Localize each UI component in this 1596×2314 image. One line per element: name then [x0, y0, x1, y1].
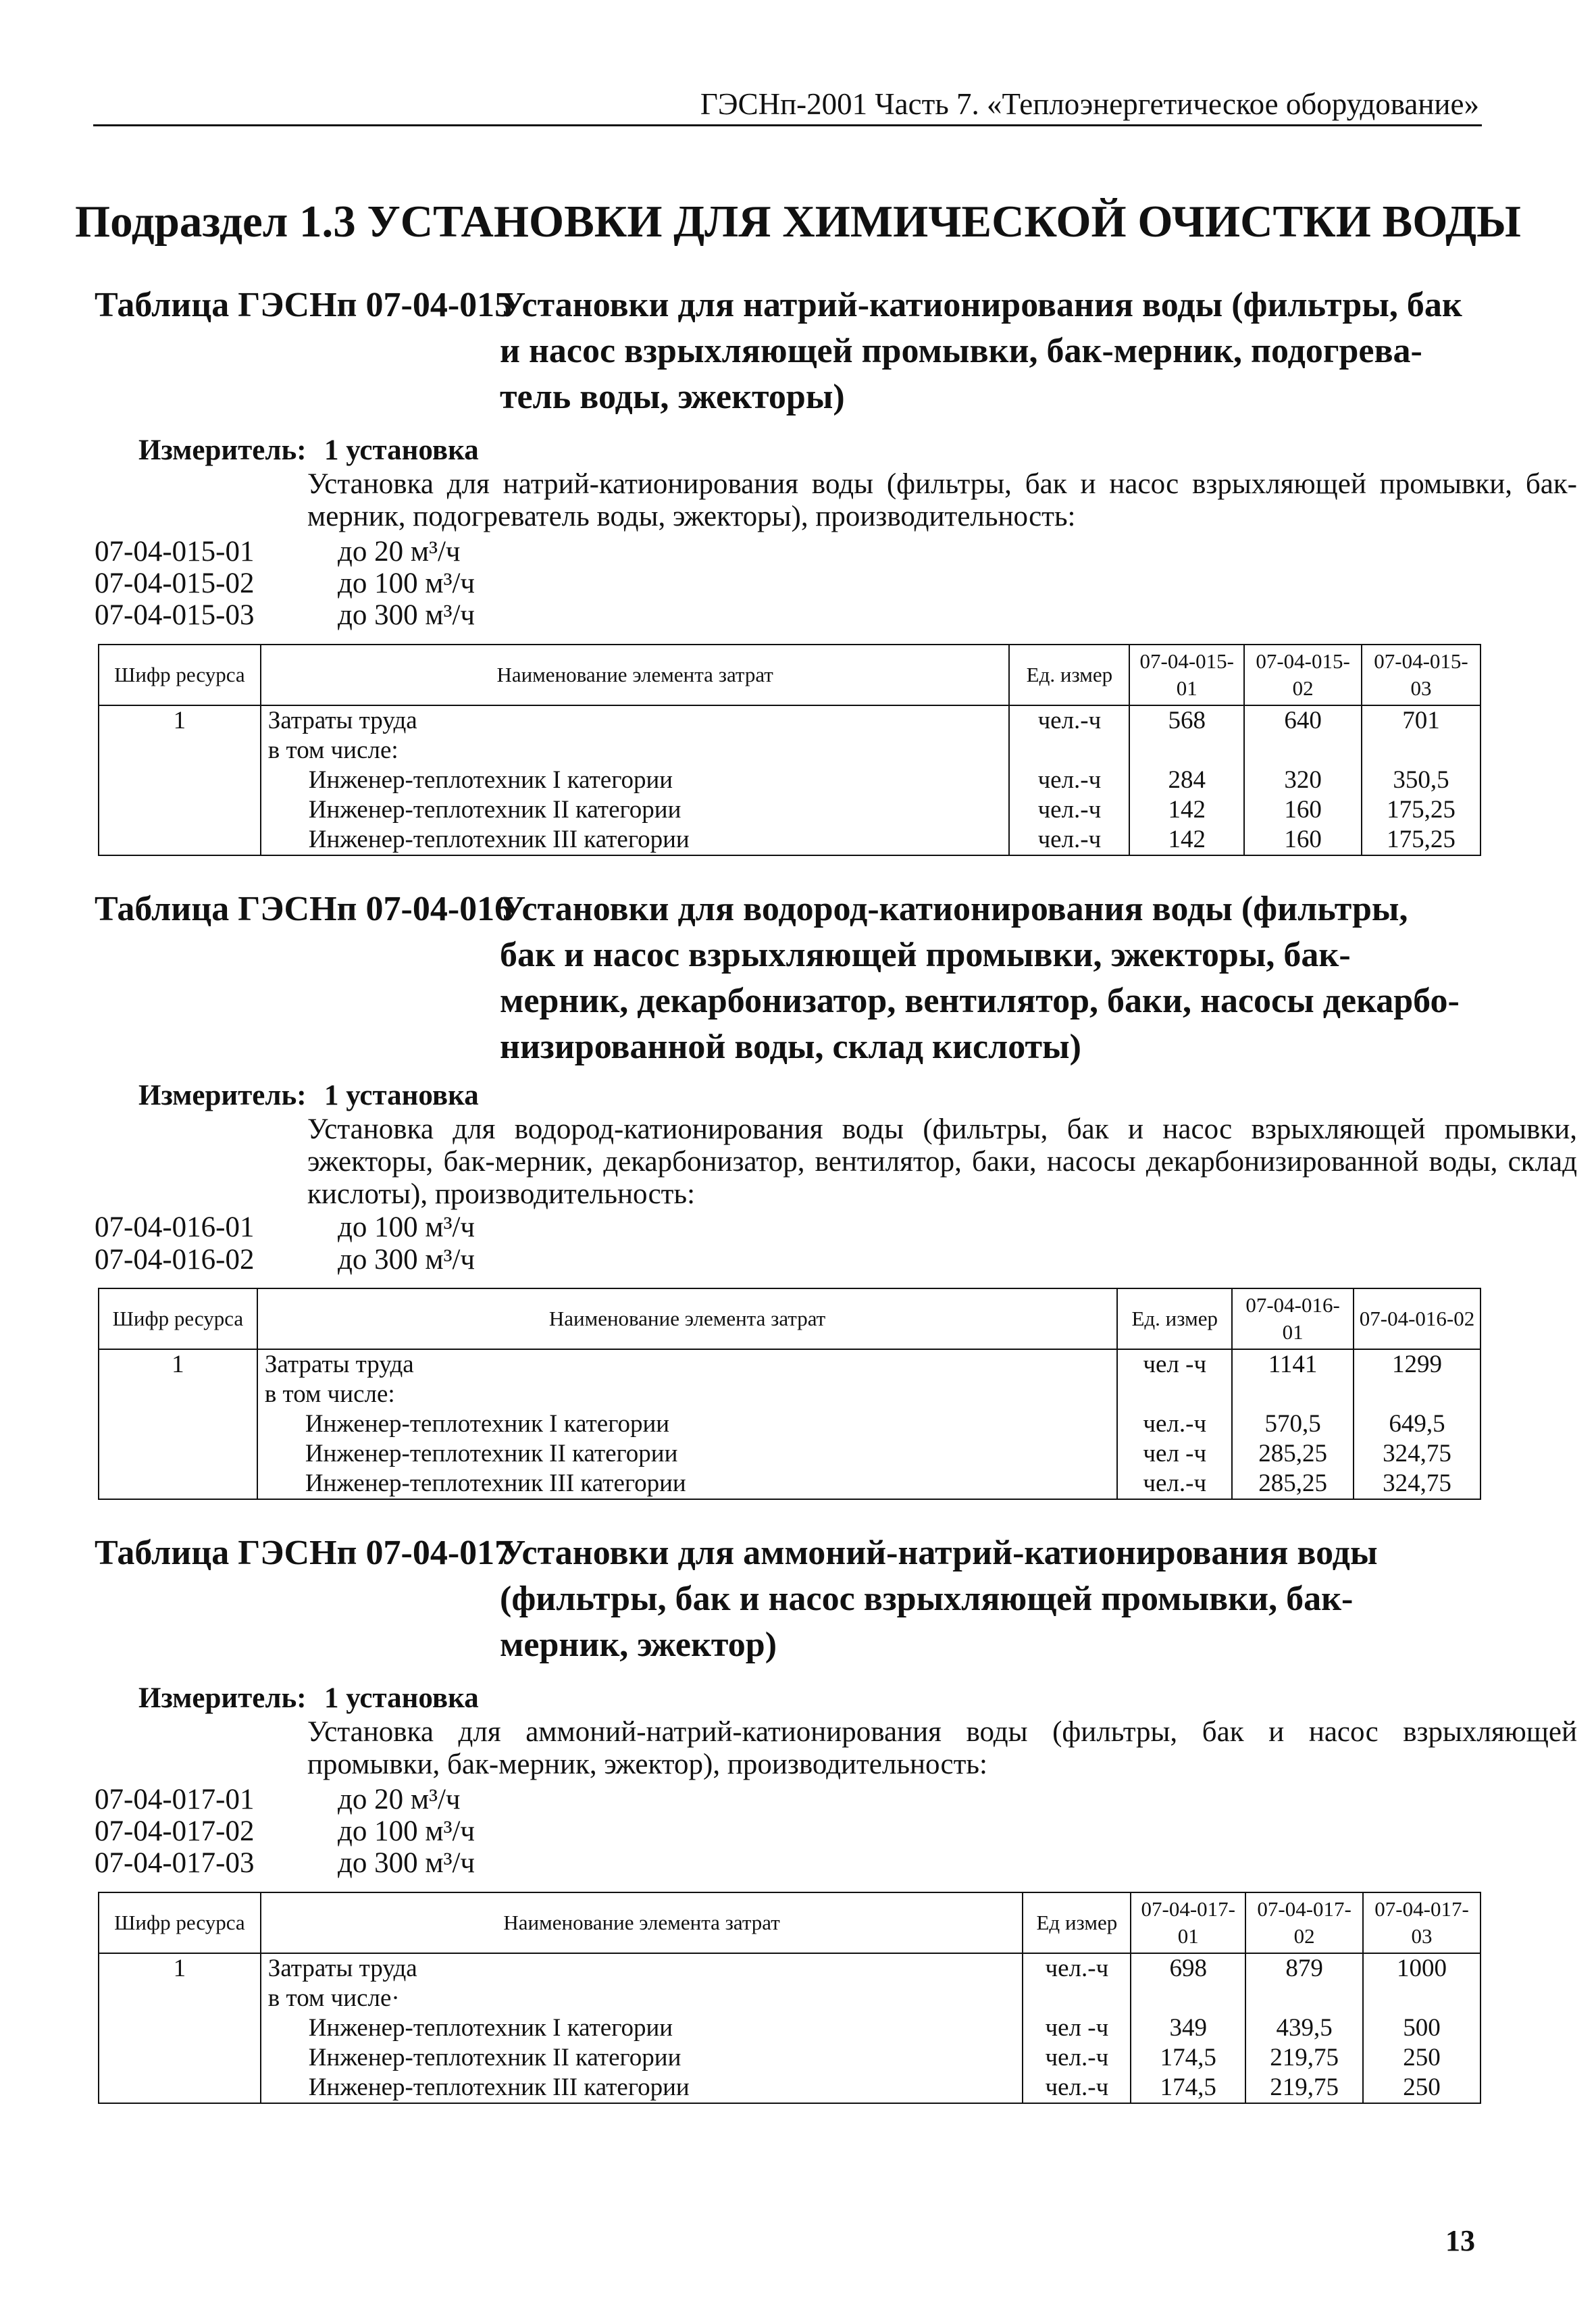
unit-cell: чел -ч: [1117, 1439, 1232, 1469]
value-cell: 175,25: [1362, 795, 1481, 825]
table-row: [99, 705, 1481, 736]
value-cell: 1141: [1232, 1349, 1354, 1380]
section-title: Подраздел 1.3 УСТАНОВКИ ДЛЯ ХИМИЧЕСКОЙ ОЧИСТКИ ВОДЫ: [75, 197, 1521, 247]
value-cell: [1245, 1984, 1363, 2013]
variant-row: [95, 599, 475, 632]
table-017-title: [500, 1530, 1567, 1668]
value-cell: 175,25: [1362, 825, 1481, 855]
header-rule: [93, 124, 1482, 126]
value-cell: [1363, 1984, 1481, 2013]
unit-cell: чел.-ч: [1117, 1469, 1232, 1499]
table-015-title-line: Установки для натрий-катионирования воды (фильтры, бак: [500, 286, 1462, 324]
value-cell: 350,5: [1362, 765, 1481, 795]
page-number: 13: [1445, 2224, 1475, 2257]
value-cell: [1131, 1984, 1245, 2013]
col-header-code: 07-04-015-01: [1129, 645, 1244, 705]
variant-row: [95, 1244, 475, 1276]
value-cell: 285,25: [1232, 1439, 1354, 1469]
table-row: [99, 795, 1481, 825]
variant-code: 07-04-017-02: [95, 1815, 255, 1847]
value-cell: 285,25: [1232, 1469, 1354, 1499]
table-row: [99, 1469, 1481, 1499]
meter-unit: 1 установка: [324, 1682, 479, 1714]
cost-element: в том числе·: [261, 1984, 1023, 2013]
running-header: ГЭСНп-2001 Часть 7. «Теплоэнергетическое оборудование»: [700, 87, 1479, 121]
variant-row: [95, 1211, 475, 1244]
cost-element: Инженер-теплотехник III категории: [257, 1469, 1117, 1499]
cost-element: Инженер-теплотехник II категории: [261, 795, 1010, 825]
table-row: [99, 1409, 1481, 1439]
value-cell: 250: [1363, 2073, 1481, 2103]
cost-element: Инженер-теплотехник II категории: [257, 1439, 1117, 1469]
value-cell: 174,5: [1131, 2073, 1245, 2103]
table-016-title-line: низированной воды, склад кислоты): [500, 1028, 1081, 1066]
value-cell: 701: [1362, 705, 1481, 736]
value-cell: 174,5: [1131, 2043, 1245, 2073]
resource-code: [99, 1984, 261, 2013]
col-header-code: 07-04-015-02: [1244, 645, 1362, 705]
variant-capacity: до 300 м³/ч: [338, 1244, 475, 1276]
value-cell: [1362, 736, 1481, 765]
variant-capacity: до 20 м³/ч: [338, 1784, 461, 1815]
table-header-row: [99, 1288, 1481, 1349]
resource-code: [99, 1469, 257, 1499]
resource-code: [99, 825, 261, 855]
col-header-resource: Шифр ресурса: [99, 1892, 261, 1953]
variant-code: 07-04-015-01: [95, 536, 255, 568]
col-header-code: 07-04-015-03: [1362, 645, 1481, 705]
table-017-title-line: мерник, эжектор): [500, 1626, 777, 1664]
value-cell: 142: [1129, 795, 1244, 825]
value-cell: 250: [1363, 2043, 1481, 2073]
variant-row: [95, 1847, 475, 1880]
meter-label: Измеритель:: [138, 1682, 307, 1714]
col-header-unit: Ед. измер: [1009, 645, 1129, 705]
unit-cell: [1009, 736, 1129, 765]
value-cell: 160: [1244, 795, 1362, 825]
variant-code: 07-04-015-02: [95, 568, 255, 599]
cost-element: Инженер-теплотехник I категории: [257, 1409, 1117, 1439]
meter-description: Установка для аммоний-натрий-катионирования воды (фильтры, бак и насос взрыхляющей промывки, бак-мерник, эжектор), производительность:: [307, 1716, 1577, 1780]
cost-element: Затраты труда: [261, 705, 1010, 736]
meter-unit: 1 установка: [324, 1080, 479, 1111]
value-cell: [1129, 736, 1244, 765]
norm-table-017: [98, 1892, 1481, 2104]
variant-capacity: до 300 м³/ч: [338, 1847, 475, 1879]
resource-code: 1: [99, 705, 261, 736]
table-015-label: Таблица ГЭСНп 07-04-015: [95, 286, 513, 324]
table-row: [99, 2013, 1481, 2043]
variant-code: 07-04-016-02: [95, 1244, 255, 1276]
resource-code: [99, 2043, 261, 2073]
value-cell: 284: [1129, 765, 1244, 795]
variant-code: 07-04-017-01: [95, 1784, 255, 1815]
table-017-label: Таблица ГЭСНп 07-04-017: [95, 1534, 513, 1572]
table-header-row: [99, 645, 1481, 705]
cost-element: Инженер-теплотехник I категории: [261, 765, 1010, 795]
col-header-code: 07-04-017-02: [1245, 1892, 1363, 1953]
table-016-title-line: мерник, декарбонизатор, вентилятор, баки, насосы декарбо-: [500, 982, 1460, 1020]
variant-code: 07-04-016-01: [95, 1211, 255, 1243]
col-header-unit: Ед измер: [1023, 1892, 1131, 1953]
variant-code: 07-04-015-03: [95, 599, 255, 631]
value-cell: 349: [1131, 2013, 1245, 2043]
table-015-title-line: тель воды, эжекторы): [500, 378, 845, 416]
table-row: [99, 1953, 1481, 1984]
meter-label: Измеритель:: [138, 434, 307, 466]
value-cell: [1232, 1380, 1354, 1409]
resource-code: 1: [99, 1349, 257, 1380]
table-015-title-line: и насос взрыхляющей промывки, бак-мерник, подогрева-: [500, 332, 1422, 370]
value-cell: 439,5: [1245, 2013, 1363, 2043]
table-row: [99, 1380, 1481, 1409]
value-cell: 570,5: [1232, 1409, 1354, 1439]
cost-element: Инженер-теплотехник II категории: [261, 2043, 1023, 2073]
col-header-code: 07-04-017-03: [1363, 1892, 1481, 1953]
table-016-label: Таблица ГЭСНп 07-04-016: [95, 890, 513, 928]
table-016-title-line: бак и насос взрыхляющей промывки, эжекторы, бак-: [500, 936, 1351, 974]
norm-table-016: [98, 1288, 1481, 1500]
value-cell: 1000: [1363, 1953, 1481, 1984]
unit-cell: чел.-ч: [1009, 825, 1129, 855]
norm-table-015: [98, 644, 1481, 856]
value-cell: 640: [1244, 705, 1362, 736]
col-header-code: 07-04-016-01: [1232, 1288, 1354, 1349]
table-row: [99, 1349, 1481, 1380]
variant-capacity: до 300 м³/ч: [338, 599, 475, 631]
resource-code: [99, 765, 261, 795]
unit-cell: чел.-ч: [1023, 2073, 1131, 2103]
cost-element: в том числе:: [261, 736, 1010, 765]
meter-description: Установка для натрий-катионирования воды (фильтры, бак и насос взрыхляющей промывки, бак-мерник, подогреватель воды, эжекторы), производительность:: [307, 468, 1577, 532]
unit-cell: [1117, 1380, 1232, 1409]
unit-cell: чел.-ч: [1009, 705, 1129, 736]
value-cell: 324,75: [1354, 1439, 1481, 1469]
cost-element: Затраты труда: [257, 1349, 1117, 1380]
cost-element: Инженер-теплотехник I категории: [261, 2013, 1023, 2043]
value-cell: 142: [1129, 825, 1244, 855]
cost-element: в том числе:: [257, 1380, 1117, 1409]
cost-element: Инженер-теплотехник III категории: [261, 825, 1010, 855]
col-header-name: Наименование элемента затрат: [261, 1892, 1023, 1953]
meter-unit: 1 установка: [324, 434, 479, 466]
value-cell: [1354, 1380, 1481, 1409]
unit-cell: [1023, 1984, 1131, 2013]
value-cell: 324,75: [1354, 1469, 1481, 1499]
table-row: [99, 1439, 1481, 1469]
resource-code: [99, 1380, 257, 1409]
table-row: [99, 736, 1481, 765]
table-row: [99, 2073, 1481, 2103]
table-017-title-line: (фильтры, бак и насос взрыхляющей промывки, бак-: [500, 1580, 1354, 1618]
col-header-resource: Шифр ресурса: [99, 645, 261, 705]
value-cell: 160: [1244, 825, 1362, 855]
table-header-row: [99, 1892, 1481, 1953]
col-header-name: Наименование элемента затрат: [261, 645, 1010, 705]
col-header-code: 07-04-016-02: [1354, 1288, 1481, 1349]
variant-row: [95, 536, 461, 568]
value-cell: 649,5: [1354, 1409, 1481, 1439]
value-cell: 568: [1129, 705, 1244, 736]
unit-cell: чел.-ч: [1117, 1409, 1232, 1439]
table-row: [99, 1984, 1481, 2013]
variant-row: [95, 1815, 475, 1848]
resource-code: [99, 2013, 261, 2043]
meter-description: Установка для водород-катионирования воды (фильтры, бак и насос взрыхляющей промывки, эжекторы, бак-мерник, декарбонизатор, вентилятор, баки, насосы декарбонизированной воды, склад кислоты), производительность:: [307, 1113, 1577, 1210]
resource-code: [99, 2073, 261, 2103]
col-header-code: 07-04-017-01: [1131, 1892, 1245, 1953]
table-016-title: [500, 886, 1567, 1070]
table-row: [99, 2043, 1481, 2073]
unit-cell: чел -ч: [1023, 2013, 1131, 2043]
resource-code: [99, 795, 261, 825]
resource-code: [99, 1439, 257, 1469]
col-header-name: Наименование элемента затрат: [257, 1288, 1117, 1349]
value-cell: 219,75: [1245, 2073, 1363, 2103]
value-cell: [1244, 736, 1362, 765]
table-016-title-line: Установки для водород-катионирования воды (фильтры,: [500, 890, 1408, 928]
resource-code: [99, 736, 261, 765]
variant-capacity: до 100 м³/ч: [338, 1815, 475, 1847]
unit-cell: чел.-ч: [1009, 795, 1129, 825]
meter-label: Измеритель:: [138, 1080, 307, 1111]
variant-code: 07-04-017-03: [95, 1847, 255, 1879]
unit-cell: чел.-ч: [1009, 765, 1129, 795]
cost-element: Инженер-теплотехник III категории: [261, 2073, 1023, 2103]
table-015-title: [500, 282, 1567, 420]
variant-row: [95, 568, 475, 600]
table-row: [99, 825, 1481, 855]
unit-cell: чел.-ч: [1023, 2043, 1131, 2073]
value-cell: 879: [1245, 1953, 1363, 1984]
variant-row: [95, 1784, 461, 1816]
value-cell: 1299: [1354, 1349, 1481, 1380]
unit-cell: чел.-ч: [1023, 1953, 1131, 1984]
variant-capacity: до 20 м³/ч: [338, 536, 461, 568]
variant-capacity: до 100 м³/ч: [338, 1211, 475, 1243]
resource-code: [99, 1409, 257, 1439]
unit-cell: чел -ч: [1117, 1349, 1232, 1380]
resource-code: 1: [99, 1953, 261, 1984]
table-row: [99, 765, 1481, 795]
col-header-unit: Ед. измер: [1117, 1288, 1232, 1349]
value-cell: 698: [1131, 1953, 1245, 1984]
cost-element: Затраты труда: [261, 1953, 1023, 1984]
value-cell: 219,75: [1245, 2043, 1363, 2073]
value-cell: 320: [1244, 765, 1362, 795]
variant-capacity: до 100 м³/ч: [338, 568, 475, 599]
table-017-title-line: Установки для аммоний-натрий-катионирования воды: [500, 1534, 1378, 1572]
value-cell: 500: [1363, 2013, 1481, 2043]
col-header-resource: Шифр ресурса: [99, 1288, 257, 1349]
